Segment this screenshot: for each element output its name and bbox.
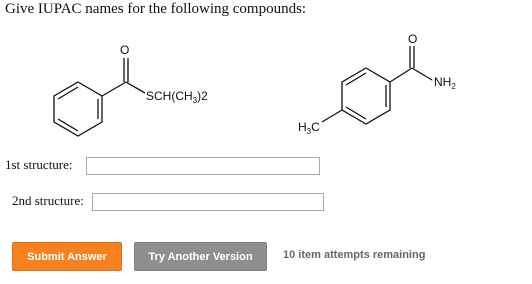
- right-ring-to-methyl-bond: [322, 110, 342, 122]
- right-carbonyl-to-amine-bond: [412, 68, 432, 80]
- right-ring-to-carbonyl-bond: [390, 68, 412, 82]
- left-substituent-label: $SCH(CH_3)2$: [146, 89, 208, 105]
- right-structure: [322, 46, 432, 124]
- right-methyl-label: $H_3C$: [298, 120, 320, 136]
- left-carbonyl-to-sulfur-bond: [126, 82, 145, 93]
- left-oxygen-label: O: [120, 43, 130, 57]
- first-structure-label: 1st structure:: [5, 157, 73, 172]
- second-structure-label: 2nd structure:: [12, 193, 84, 208]
- left-benzene-ring: [54, 82, 102, 136]
- left-ring-double-bond-3: [58, 119, 78, 131]
- try-another-version-button[interactable]: Try Another Version: [134, 242, 267, 271]
- question-prompt: Give IUPAC names for the following compounds:: [5, 1, 307, 17]
- submit-answer-button[interactable]: Submit Answer: [12, 242, 122, 271]
- left-ring-to-carbonyl-bond: [102, 82, 126, 96]
- attempts-remaining-text: 10 item attempts remaining: [283, 249, 426, 261]
- right-benzene-ring: [342, 68, 390, 124]
- first-structure-input[interactable]: [86, 157, 320, 175]
- chemical-structures: [0, 30, 532, 150]
- right-oxygen-label: O: [408, 32, 418, 46]
- right-ring-double-bond-3: [346, 107, 366, 119]
- left-structure: [54, 58, 145, 136]
- right-ring-double-bond-1: [346, 73, 366, 85]
- right-amine-label: $NH_2$: [434, 75, 456, 91]
- second-structure-input[interactable]: [92, 193, 324, 211]
- left-ring-double-bond-1: [58, 87, 78, 99]
